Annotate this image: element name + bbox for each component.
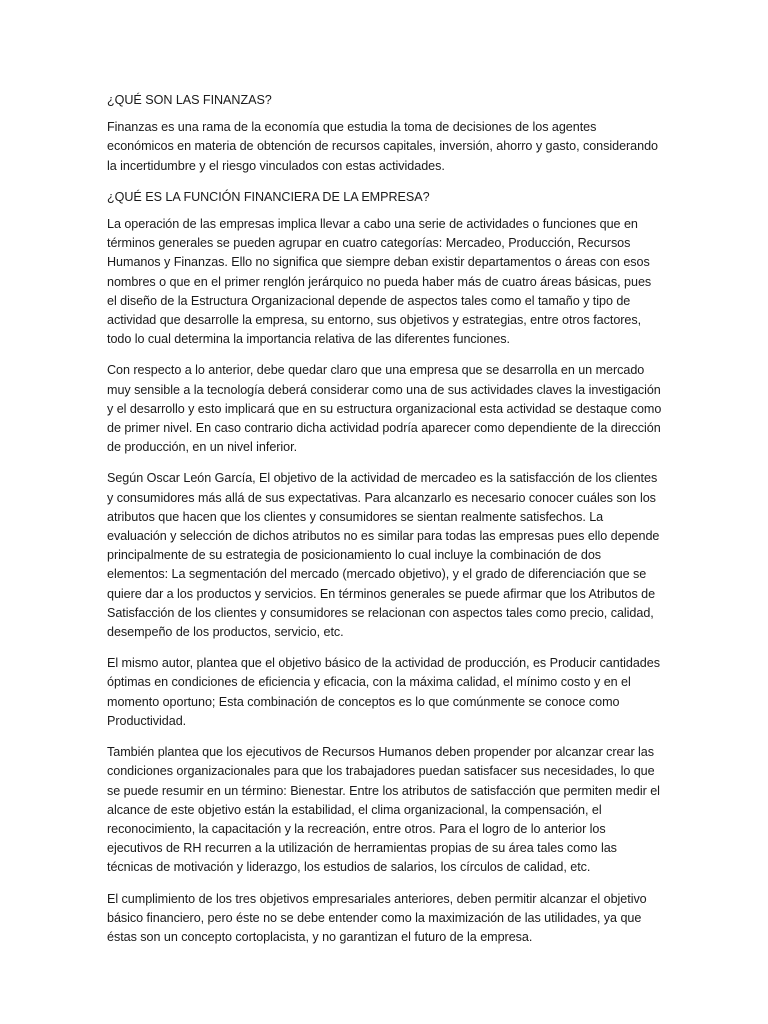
paragraph-definicion-finanzas: Finanzas es una rama de la economía que estudia la toma de decisiones de los agentes económicos en materia de obtención de recursos capitales, inversión, ahorro y gasto, considerando la incertidumbre y el riesgo vinculados con estas actividades.	[107, 120, 658, 173]
paragraph-recursos-humanos: También plantea que los ejecutivos de Recursos Humanos deben propender por alcanzar crear las condiciones organizacionales para que los trabajadores puedan satisfacer sus necesidades, lo que se puede resumir en un término: Bienestar. Entre los atributos de satisfacción que permiten medir el alcance de este objetivo están la estabilidad, el clima organizacional, la compensación, el reconocimiento, la capacitación y la recreación, entre otros. Para el logro de lo anterior los ejecutivos de RH recurren a la utilización de herramientas propias de su área tales como las técnicas de motivación y liderazgo, los estudios de salarios, los círculos de calidad, etc.	[107, 745, 660, 875]
paragraph-produccion: El mismo autor, plantea que el objetivo básico de la actividad de producción, es Producir cantidades óptimas en condiciones de eficiencia y eficacia, con la máxima calidad, el mínimo costo y en el momento oportuno; Esta combinación de conceptos es lo que comúnmente se conoce como Productividad.	[107, 656, 660, 728]
paragraph-tecnologia: Con respecto a lo anterior, debe quedar claro que una empresa que se desarrolla en un mercado muy sensible a la tecnología deberá considerar como una de sus actividades claves la investigación y el desarrollo y esto implicará que en su estructura organizacional esta actividad se destaque como de primer nivel. En caso contrario dicha actividad podría aparecer como dependiente de la dirección de producción, en un nivel inferior.	[107, 363, 662, 455]
heading-que-son-las-finanzas: ¿QUÉ SON LAS FINANZAS?	[107, 93, 272, 107]
paragraph-operacion-empresas: La operación de las empresas implica llevar a cabo una serie de actividades o funciones que en términos generales se pueden agrupar en cuatro categorías: Mercadeo, Producción, Recursos Humanos y Finanzas. Ello no significa que siempre deban existir departamentos o áreas con esos nombres o que en el primer renglón jerárquico no pueda haber más de cuatro áreas básicas, pues el diseño de la Estructura Organizacional depende de aspectos tales como el tamaño y tipo de actividad que desarrolle la empresa, su entorno, sus objetivos y estrategias, entre otros factores, todo lo cual determina la importancia relativa de las diferentes funciones.	[107, 217, 652, 347]
paragraph-objetivo-financiero: El cumplimiento de los tres objetivos empresariales anteriores, deben permitir alcanzar el objetivo básico financiero, pero éste no se debe entender como la maximización de las utilidades, ya que éstas son un concepto cortoplacista, y no garantizan el futuro de la empresa.	[107, 891, 647, 944]
document-body	[107, 91, 662, 959]
paragraph-mercadeo: Según Oscar León García, El objetivo de la actividad de mercadeo es la satisfacción de los clientes y consumidores más allá de sus expectativas. Para alcanzarlo es necesario conocer cuáles son los atributos que hacen que los clientes y consumidores se sientan realmente satisfechos. La evaluación y selección de dichos atributos no es similar para todas las empresas pues ello depende principalmente de su estrategia de posicionamiento lo cual incluye la combinación de dos elementos: La segmentación del mercado (mercado objetivo), y el grado de diferenciación que se quiere dar a los productos y servicios. En términos generales se puede afirmar que los Atributos de Satisfacción de los clientes y consumidores se relacionan con aspectos tales como precio, calidad, desempeño de los productos, servicio, etc.	[107, 471, 660, 640]
heading-funcion-financiera: ¿QUÉ ES LA FUNCIÓN FINANCIERA DE LA EMPRESA?	[107, 189, 430, 204]
